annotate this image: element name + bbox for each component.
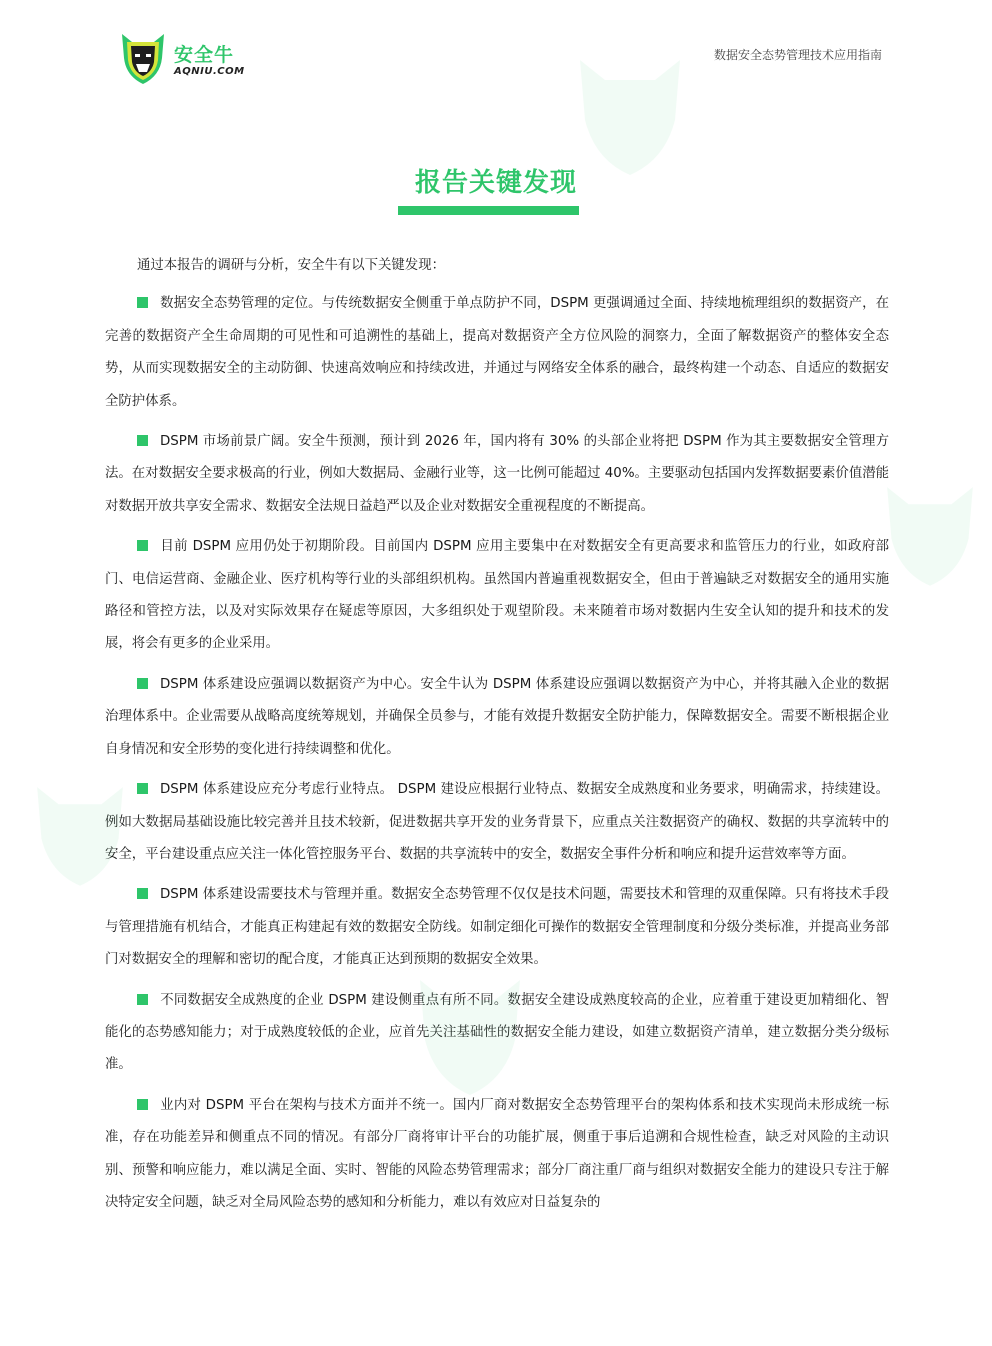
bullet-square-icon <box>137 435 148 446</box>
finding-paragraph <box>105 1090 889 1220</box>
finding-text: DSPM 体系建设应充分考虑行业特点。 DSPM 建设应根据行业特点、数据安全成熟度和业务要求，明确需求，持续建设。例如大数据局基础设施比较完善并且技术较新，促进数据共享开发的业务背景下，应重点关注数据资产的确权、数据的共享流转中的安全，平台建设重点应关注一体化管控服务平台、数据的共享流转中的安全，数据安全事件分析和响应和提升运营效率等方面。 <box>105 782 889 862</box>
bullet-square-icon <box>137 783 148 794</box>
finding-paragraph <box>105 774 889 871</box>
bullet-square-icon <box>137 678 148 689</box>
finding-text: DSPM 体系建设需要技术与管理并重。数据安全态势管理不仅仅是技术问题，需要技术和管理的双重保障。只有将技术手段与管理措施有机结合，才能真正构建起有效的数据安全防线。如制定细化可操作的数据安全管理制度和分级分类标准，并提高业务部门对数据安全的理解和密切的配合度，才能真正达到预期的数据安全效果。 <box>105 887 889 968</box>
bullet-square-icon <box>137 1099 148 1110</box>
section-title-text: 报告关键发现 <box>414 168 577 198</box>
finding-paragraph <box>105 531 889 661</box>
bullet-square-icon <box>137 297 148 308</box>
page-header <box>0 0 992 100</box>
logo-text-en: AQNIU.COM <box>174 66 245 77</box>
title-underline-bar <box>398 206 579 215</box>
logo-text-cn: 安全牛 <box>174 44 235 66</box>
finding-text: 目前 DSPM 应用仍处于初期阶段。目前国内 DSPM 应用主要集中在对数据安全有更高要求和监管压力的行业，如政府部门、电信运营商、金融企业、医疗机构等行业的头部组织机构。虽然国内普遍重视数据安全，但由于普遍缺乏对数据安全的通用实施路径和管控方法，以及对实际效果存在疑虑等原因，大多组织处于观望阶段。未来随着市场对数据内生安全认知的提升和技术的发展，将会有更多的企业采用。 <box>105 539 889 652</box>
finding-paragraph <box>105 669 889 766</box>
document-title: 数据安全态势管理技术应用指南 <box>713 48 882 62</box>
finding-text: 数据安全态势管理的定位。与传统数据安全侧重于单点防护不同，DSPM 更强调通过全面、持续地梳理组织的数据资产，在完善的数据资产全生命周期的可见性和可追溯性的基础上，提高对数据资产全方位风险的洞察力，全面了解数据资产的整体安全态势，从而实现数据安全的主动防御、快速高效响应和持续改进，并通过与网络安全体系的融合，最终构建一个动态、自适应的数据安全防护体系。 <box>105 296 889 409</box>
finding-paragraph <box>105 985 889 1082</box>
bullet-square-icon <box>137 994 148 1005</box>
section-heading <box>0 162 992 199</box>
finding-text: DSPM 市场前景广阔。安全牛预测，预计到 2026 年，国内将有 30% 的头部企业将把 DSPM 作为其主要数据安全管理方法。在对数据安全要求极高的行业，例如大数据局、金融行业等，这一比例可能超过 40%。主要驱动包括国内发挥数据要素价值潜能对数据开放共享安全需求、数据安全法规日益趋严以及企业对数据安全重视程度的不断提高。 <box>105 434 889 514</box>
finding-text: 不同数据安全成熟度的企业 DSPM 建设侧重点有所不同。数据安全建设成熟度较高的企业，应着重于建设更加精细化、智能化的态势感知能力；对于成熟度较低的企业，应首先关注基础性的数据安全能力建设，如建立数据资产清单，建立数据分类分级标准。 <box>105 992 889 1073</box>
finding-text: DSPM 体系建设应强调以数据资产为中心。安全牛认为 DSPM 体系建设应强调以数据资产为中心，并将其融入企业的数据治理体系中。企业需要从战略高度统筹规划，并确保全员参与，才能有效提升数据安全防护能力，保障数据安全。需要不断根据企业自身情况和安全形势的变化进行持续调整和优化。 <box>105 676 889 757</box>
intro-paragraph: 通过本报告的调研与分析，安全牛有以下关键发现： <box>137 258 445 273</box>
finding-paragraph <box>105 288 889 418</box>
bullet-square-icon <box>137 540 148 551</box>
aqniu-logo <box>118 28 248 88</box>
finding-paragraph <box>105 426 889 523</box>
finding-paragraph <box>105 879 889 976</box>
findings-body <box>105 250 889 1227</box>
bull-shield-icon <box>118 28 168 86</box>
bullet-square-icon <box>137 888 148 899</box>
finding-text: 业内对 DSPM 平台在架构与技术方面并不统一。国内厂商对数据安全态势管理平台的架构体系和技术实现尚未形成统一标准，存在功能差异和侧重点不同的情况。有部分厂商将审计平台的功能扩展，侧重于事后追溯和合规性检查，缺乏对风险的主动识别、预警和响应能力，难以满足全面、实时、智能的风险态势管理需求；部分厂商注重厂商与组织对数据安全能力的建设只专注于解决特定安全问题，缺乏对全局风险态势的感知和分析能力，难以有效应对日益复杂的 <box>105 1097 889 1210</box>
